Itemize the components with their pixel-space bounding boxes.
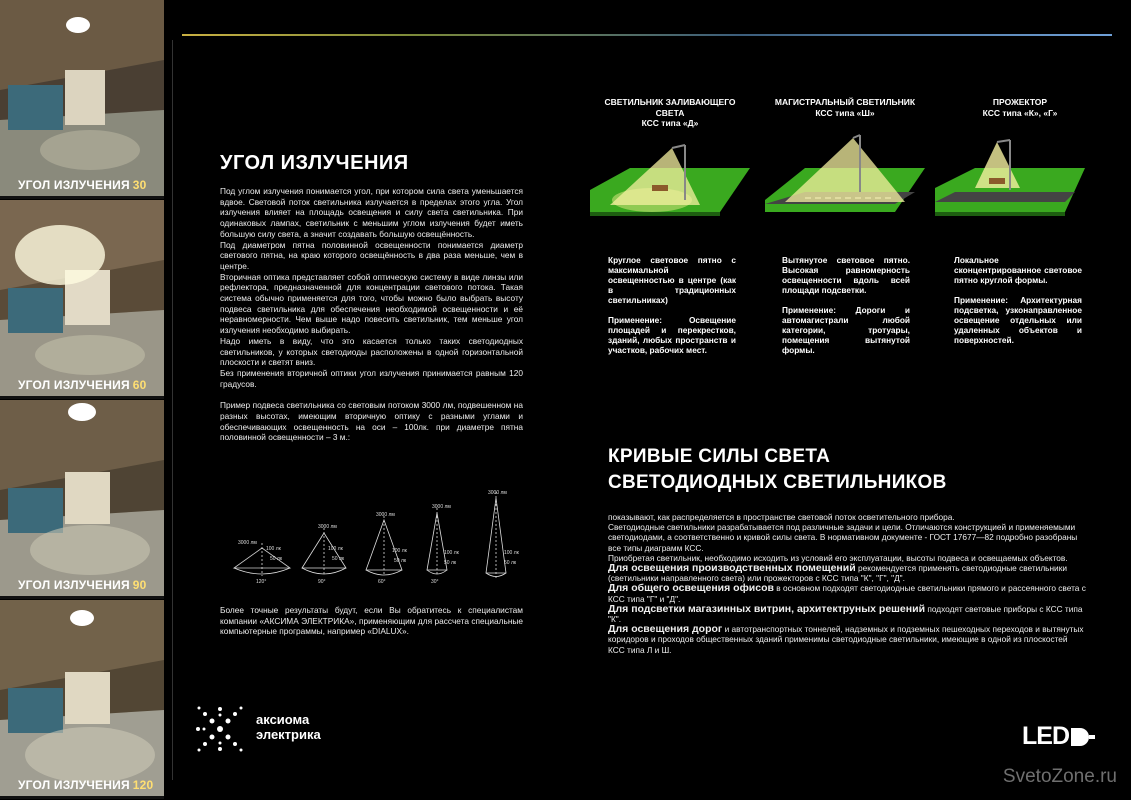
paragraph: показывают, как распределяется в пространстве световой поток осветительного прибора. (608, 512, 955, 522)
label-100lx: 100 лк (328, 546, 343, 552)
beam-narrow-diagram (486, 492, 506, 580)
aksioma-logo-icon (190, 704, 250, 754)
dialux-note: Более точные результаты будут, если Вы обратитесь к специалистам компании «АКСИМА ЭЛЕКТРИКА», применяющим для рассчета специальные компьютерные программы, например «DIALUX». (220, 605, 523, 637)
angle-description (220, 186, 523, 443)
label-50lx: 50 лк (394, 558, 407, 564)
label-100lx: 100 лк (266, 546, 281, 552)
lamp-title-projector: ПРОЖЕКТОР КСС типа «К», «Г» (982, 97, 1058, 118)
warehouse-photo-30 (0, 0, 164, 199)
label-angle: 60° (378, 579, 386, 584)
logo-line2: электрика (256, 727, 321, 742)
label-100lx: 100 лк (444, 550, 459, 556)
paragraph: Приобретая светильник, необходимо исходить из условий его эксплуатации, высоты подвеса и освещаемых объектов. (608, 552, 1068, 563)
photo-caption: УГОЛ ИЗЛУЧЕНИЯ 120 (18, 778, 154, 792)
kss-description (608, 512, 1086, 655)
photo-caption: УГОЛ ИЗЛУЧЕНИЯ 60 (18, 378, 147, 392)
warehouse-photo-60 (0, 200, 164, 399)
label-50lx: 50 лк (270, 556, 283, 562)
warehouse-photo-120 (0, 600, 164, 799)
section-title-kss: КРИВЫЕ СИЛЫ СВЕТА СВЕТОДИОДНЫХ СВЕТИЛЬНИКОВ (608, 446, 947, 493)
label-100lx: 100 лк (392, 548, 407, 554)
warehouse-photo-90 (0, 400, 164, 599)
photo-caption: УГОЛ ИЗЛУЧЕНИЯ 90 (18, 578, 147, 592)
side-divider (172, 40, 173, 780)
paragraph: Вторичная оптика представляет собой оптическую систему в виде линзы или рефлектора, предназначенной для концентрации светового потока. Такая система обычно применяется для того, чтобы можно было выбрать высоту подвеса светильника для обеспечения необходимой освещенности и её неравномерности. Чем выше надо повесить светильник, тем меньше угол излучения необходимо выбирать. (220, 271, 523, 336)
paragraph: Под диаметром пятна половинной освещенности понимается диаметр светового пятна, на краю которого освещённость в два раза меньше, чем в центре. (220, 239, 523, 271)
top-divider (182, 34, 1112, 36)
beam-90-diagram (302, 528, 346, 576)
label-50lx: 50 лк (444, 560, 457, 566)
paragraph: Без применения вторичной оптики угол излучения принимается равным 120 градусов. (220, 367, 523, 389)
lamp-desc-flood: Круглое световое пятно с максимальной освещенностью в центре (как в традиционных светильниках) Применение: Освещение площадей и перекрестков, зданий, любых пространств и участков, рабочих мест. (608, 255, 736, 355)
paragraph: Для подсветки магазинных витрин, архитектруных решений подходят световые приборы с КСС типа "К". (608, 602, 1083, 625)
label-50lx: 50 лк (332, 556, 345, 562)
paragraph: Пример подвеса светильника со световым потоком 3000 лм, подвешенном на разных высотах, имеющим вторичную оптику с разными углами и обеспечивающих освещенность на оси – 100лк. при диаметре пятна половинной освещенности – 3 м.: (220, 400, 523, 443)
paragraph: Для общего освещения офисов в основном подходят светодиодные светильники прямого и рассеянного света с КСС типа "Г" и "Д". (608, 582, 1086, 604)
paragraph: Светодиодные светильники разрабатывается под различные задачи и цели. Отличаются конструкцией и применяемыми светодиодами, а соответственно и кривой силы света. В нормативном документе - ГОСТ 17677—82 подробно разобраны все типы диаграмм КСС. (608, 522, 1078, 553)
projector-scene (925, 130, 1085, 220)
paragraph: Для освещения производственных помещений рекомендуется применять светодиодные светильники (светильники направленного света) или прожекторов с КСС типа "К", "Г", "Д". (608, 562, 1067, 584)
label-lm: 3000 лм (376, 512, 395, 518)
label-100lx: 100 лк (504, 550, 519, 556)
lamp-title-flood: СВЕТИЛЬНИК ЗАЛИВАЮЩЕГО СВЕТА КСС типа «Д» (604, 97, 736, 128)
warehouse-image (0, 200, 164, 396)
logo-wordmark (256, 712, 321, 742)
paragraph: Под углом излучения понимается угол, при котором сила света уменьшается вдвое. Световой поток светильника излучается в пределах этого угла. Угол излучения влияет на площадь освещения и силу света светильника. При одинаковых лампах, светильник с меньшим углом излучения будет иметь большую силу света, а значит создавать большую освещённость. (220, 186, 523, 239)
led-logo: LED (1022, 722, 1089, 751)
label-50lx: 50 лк (504, 560, 517, 566)
paragraph: Надо иметь в виду, что это касается только таких светодиодных светильников, у которых светодиоды расположены в одной горизонтальной плоскости и светят вниз. (220, 335, 523, 368)
beam-60-diagram (366, 516, 402, 576)
warehouse-image (0, 600, 164, 799)
warehouse-image (0, 400, 164, 596)
label-angle: 30° (431, 579, 439, 584)
label-lm: 3000 лм (318, 524, 337, 530)
beam-angle-diagrams (232, 488, 528, 584)
lamp-desc-projector: Локальное сконцентрированное световое пятно круглой формы. Применение: Архитектурная подсветка, узконаправленное освещение отдельных или удаленных объектов и поверхностей. (954, 255, 1082, 345)
flood-light-scene (590, 130, 750, 220)
label-lm: 3000 лм (238, 540, 257, 546)
photo-strip (0, 0, 164, 800)
label-lm: 3000 лм (488, 490, 507, 496)
warehouse-image (0, 0, 164, 196)
lamp-title-street: МАГИСТРАЛЬНЫЙ СВЕТИЛЬНИК КСС типа «Ш» (774, 97, 916, 118)
logo-line1: аксиома (256, 712, 310, 727)
street-light-scene (765, 130, 925, 220)
label-lm: 3000 лм (432, 504, 451, 510)
watermark: SvetoZone.ru (1002, 766, 1117, 787)
label-angle: 90° (318, 579, 326, 584)
lamp-desc-street: Вытянутое световое пятно. Высокая равномерность освещенности вдоль всей площади подсветки. Применение: Дороги и автомагистрали любой категории, тротуары, помещения вытянутой формы. (782, 255, 910, 355)
plug-icon (1071, 728, 1089, 746)
photo-caption: УГОЛ ИЗЛУЧЕНИЯ 30 (18, 178, 147, 192)
paragraph: Для освещения дорог и автотранспортных тоннелей, надземных и подземных пешеходных переходов и вытянутых коридоров и проходов общественных зданий применимы светодиодные светильники, имеющие в одной из плоскостей КСС типа Л и Ш. (608, 623, 1084, 655)
label-angle: 120° (256, 579, 267, 584)
section-title-angle: УГОЛ ИЗЛУЧЕНИЯ (220, 152, 409, 174)
